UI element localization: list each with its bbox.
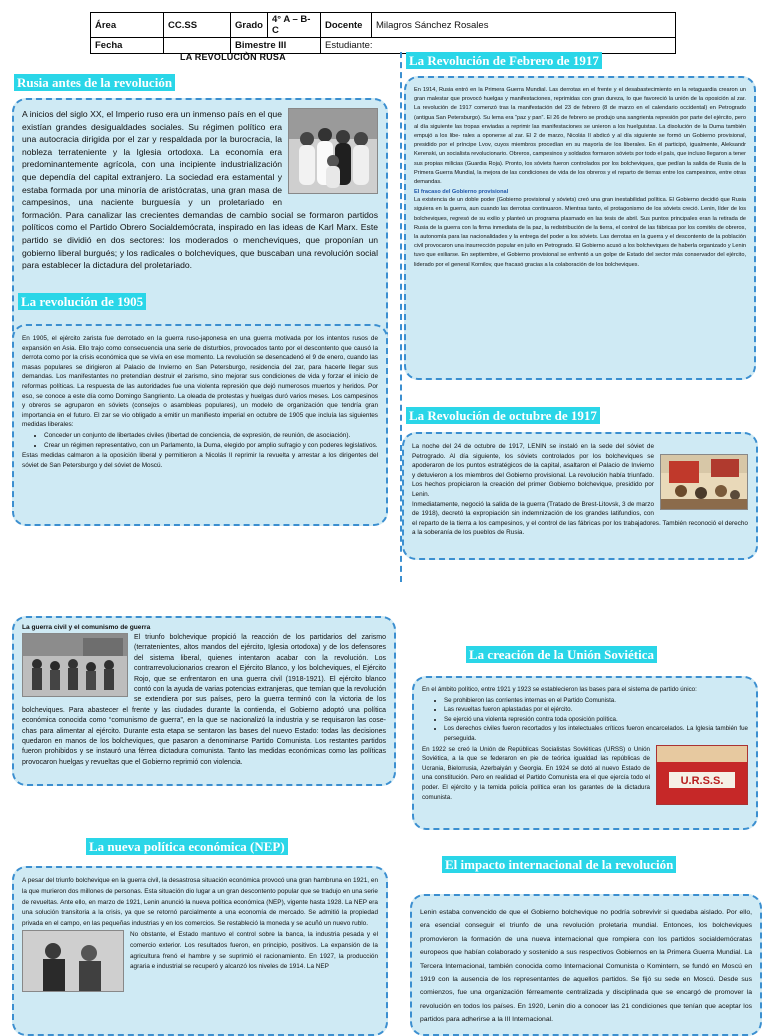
section-title-impacto: El impacto internacional de la revolución [442, 856, 676, 873]
photo-civil-war [22, 633, 128, 697]
grado-label: Grado [231, 13, 268, 38]
photo-ussr-flag [656, 745, 748, 805]
docente-label: Docente [320, 13, 371, 38]
section-text-febrero-a: En 1914, Rusia entró en la Primera Guerra Mundial. Las derrotas en el frente y el desabastecimiento en la retaguardia crearon un gran malestar que provocó huelgas y manifestaciones, reprimidas con gran dureza, lo que favoreció la unión de la oposición al zar. La revolución de 1917 comenzó tras la manifestación del 23 de febrero (8 de marzo en el calendario occidental) en Petrogrado (antigua San Petersburgo). Su lema era “paz y pan”. El 26 de febrero se produjo una sangrienta represión por parte del ejército, pero al día siguiente las tropas enviadas a reprimir las manifestaciones se unieron a los huelguistas. La disolución de la Duma también empujó a los libe- rales a oponerse al zar. El 2 de marzo, Nicolás II abdicó y al día siguiente se formó un Gobierno provisional, presidido por el príncipe Lvov, cuyos miembros procedían en su mayoría de los liberales. En él participó, igualmente, Aleksandr Kerenski, un socialista revolucionario. Obreros, campesinos y soldados formaron sóviets por todo el país, que incluso llegaron a tener sus propias milicias (Guardia Roja). Pronto, los sóviets fueron controlados por los bolcheviques, que pedían la salida de Rusia de la Primera Guerra Mundial, la mejora de las condiciones de vida de los obreros y el reparto de tierras entre los campesinos, entre otras demandas. [414, 87, 746, 186]
section-title-union: La creación de la Unión Soviética [466, 646, 657, 663]
section-title-1905: La revolución de 1905 [18, 293, 146, 310]
section-text-octubre-a: La noche del 24 de octubre de 1917, LENIN se instaló en la sede del sóviet de Petrogrado. Al día siguiente, los sóviets controlados por los bolcheviques se apoderaron de los puntos estratégicos de la capital, asaltaron el Palacio de Invierno y detuvieron a los miembros del Gobierno provisional. La revolución había triunfado. Los hechos propiciaron la creación del primer Gobierno bolchevique, presidido por Lenin. [412, 443, 654, 498]
list-item: • Se ejerció una violenta represión contra toda oposición política. [444, 715, 748, 725]
grado-value: 4° A – B-C [267, 13, 320, 38]
docente-value: Milagros Sánchez Rosales [371, 13, 675, 38]
ussr-flag-image [657, 746, 747, 804]
section-text-1905-a: En 1905, el ejército zarista fue derrotado en la guerra ruso-japonesa en una guerra motivada por los intentos rusos de expansión en Asia. Ello trajo como consecuencia una serie de disturbios, provocados tanto por el descontento que causó la derrota como por la crisis económica que se vivía en ese momento. La revolución se desencadenó el 9 de enero, cuando las masas populares se dirigieron al Palacio de Invierno en San Petersburgo, residencia del zar, para hacerle llegar sus demandas. Los manifestantes no pretendían destruir el zarismo, sino mejorar sus condiciones de vida y forzar el inicio de reformas políticas. La respuesta de las autoridades fue una violenta represión que dejó numerosos muertos y heridos. Por eso, se conoce a este día como Domingo Sangriento. La oleada de protestas y huelgas duró varios meses. Los campesinos y obreros se agruparon en sóviets (consejos o asambleas populares), un modelo de organización que tendría gran importancia en el futuro. El zar se vio obligado a emitir un manifiesto imperial en octubre de 1905 que incluía las siguientes medidas liberales: [22, 335, 378, 429]
photo-royal-family-image [289, 109, 377, 193]
section-text-guerra-civil: El triunfo bolchevique propició la reacción de los partidarios del zarismo (terratenientes, altos mandos del ejército, Iglesia ortodoxa) y de los defensores del sistema liberal, quienes intentaron acabar con la revolución. Los contrarrevolucionarios crearon el Ejército Blanco, y los bolcheviques, el Ejército Rojo, que se enfrentaron en una guerra civil (1918-1921). El ejército blanco contó con la ayuda de varias potencias extranjeras, que temían que la revolución se extendiera por sus países, pero la guerra terminó con la victoria de los bolcheviques. Para abastecer el frente y las ciudades durante la contienda, el Gobierno adoptó una política económica conocida como “comunismo de guerra”, en la que se nacionalizó la industria y se requisaron las cose- chas para alimentar al ejército. Durante esta etapa se sentaron las bases del nuevo Estado: todas las decisiones quedaron en manos de los bolcheviques, que pasaron a denominarse Partido Comunista. Los restantes partidos fueron prohibidos y se instauró una férrea dictadura comunista. Tanto las medidas económicas como las políticas provocaron huelgas y revueltas que el Gobierno reprimió con violencia. [22, 634, 386, 766]
section-text-union-intro: En el ámbito político, entre 1921 y 1923 se establecieron las bases para el sistema de partido único: [422, 686, 697, 693]
estudiante-label: Estudiante: [320, 38, 675, 54]
bimestre-label: Bimestre III [231, 38, 321, 54]
section-text-union: En 1922 se creó la Unión de Repúblicas Socialistas Soviéticas (URSS) o Unión Soviética, a la que se federaron en pie de teórica igualdad las repúblicas de Ucrania, Bielorrusia, Azerbaiyán y Georgia. En 1924 se dotó al nuevo Estado de una constitución. Pero en realidad el Partido Comunista era el que ejercía todo el poder. El ejército y la temida policía política eran los garantes de la dictadura comunista. [422, 745, 650, 801]
section-box-union [412, 676, 758, 830]
section-box-guerra-civil [12, 616, 396, 786]
photo-civil-war-image [23, 634, 127, 696]
section-title-nep: La nueva política económica (NEP) [86, 838, 288, 855]
ussr-flag-label: U.R.S.S. [680, 774, 724, 787]
photo-nep-image [23, 931, 123, 991]
list-item: • Los derechos civiles fueron recortados y los intelectuales críticos fueron encarcelados. La Iglesia también fue perseguida. [444, 724, 748, 743]
section-box-octubre [402, 432, 758, 560]
header-table [90, 12, 676, 54]
section-text-octubre-b: Inmediatamente, negoció la salida de la guerra (Tratado de Brest-Litovsk, 3 de marzo de 1918), decretó la expropiación sin indemnización de los grandes latifundios, con el reparto de la tierra a los campesinos, y el control de las fábricas por los trabajadores. También reconoció el derecho a la soberanía de los pueblos de Rusia. [412, 500, 748, 537]
list-item: • Conceder un conjunto de libertades civiles (libertad de conciencia, de expresión, de reunión, de asociación). [44, 431, 378, 441]
section-text-impacto: Lenin estaba convencido de que el Gobierno bolchevique no podría sobrevivir si quedaba aislado. Por ello, era esencial conseguir el triunfo de una revolución proletaria mundial. Entonces, los bolcheviques promovieron la formación de una nueva internacional que rompiera con los partidos socialdemócratas europeos que habían colaborado y sostenido a sus respectivos Gobiernos en la Primera Guerra Mundial. La Tercera Internacional, también conocida como Internacional Comunista o Komintern, se fundó en Moscú en 1919 con la ausencia de los representantes de aquellos partidos. Se fijó su sede en Moscú. Desde sus comienzos, fue una organización férreamente centralizada y disciplinada que se encargó de promover la revolución en todos los países. En 1920, Lenin dio a conocer las 21 condiciones que tenían que aceptar los partidos para adherirse a la III Internacional. [420, 909, 752, 1024]
list-union [444, 696, 748, 744]
area-label: Área [91, 13, 164, 38]
section-title-febrero: La Revolución de Febrero de 1917 [406, 52, 602, 69]
section-text-nep-b: No obstante, el Estado mantuvo el control sobre la banca, la industria pesada y el comercio exterior. Los resultados fueron, en principio, positivos. La expansión de la agricultura frenó el hambre y se suprimió el racionamiento. En 1927, la producción agraria e industrial se recuperó y alcanzó los niveles de 1914. La NEP [130, 930, 378, 971]
section-text-nep-a: A pesar del triunfo bolchevique en la guerra civil, la desastrosa situación económica provocó una gran hambruna en 1921, en la que murieron dos millones de personas. Esta situación dio lugar a un gran descontento popular que se tradujo en una serie de revueltas. Ante ello, en marzo de 1921, Lenin anunció la nueva política económica (NEP), vigente hasta 1928. La NEP era una solución transitoria a la crisis, ya que se retornó parcialmente a una economía de mercado. Se admitió la propiedad privada en el campo, en las pequeñas industrias y en los comercios. Se restableció la moneda y se acuñó un nuevo rublo. [22, 877, 378, 928]
section-box-impacto [410, 894, 762, 1036]
section-text-febrero-b: La existencia de un doble poder (Gobierno provisional y sóviets) creó una gran inestabilidad política. El Gobierno decidió que Rusia siguiera en la guerra, aun cuando las derrotas continuaron. Mientras tanto, el protagonismo de los sóviets creció. Lenin, líder de los bolcheviques, regresó de su exilio y planteó un programa plasmado en las tesis de abril. Sus puntos principales eran la retirada de Rusia de la guerra con la firma inmediata de la paz, la redistribución de la tierra, el control de las fábricas por los comités de obreros, la autonomía para las nacionalidades y la entrega del poder a los sóviets. Las derrotas en la guerra y el descontento de la población civil provocaron una insurrección popular en julio en Petrogrado. El Gobierno acusó a los bolcheviques de haberla organizado y Lenin tuvo que exiliarse. En septiembre, el Gobierno provisional se enfrentó a un golpe de Estado del sector más conservador del ejército, liderado por el general Kornilov, que fracasó gracias a la colaboración de los bolcheviques. [414, 197, 746, 268]
list-item: • Se prohibieron las corrientes internas en el Partido Comunista. [444, 696, 748, 706]
section-text-rusia: A inicios del siglo XX, el Imperio ruso era un inmenso país en el que existían grandes desigualdades sociales. Su régimen político era una autocracia dirigida por el zar y respaldada por la burocracia, la nobleza terrateniente y la Iglesia ortodoxa. La economía era predominantemente agrícola, con una incipiente industrialización que dependía del capital extranjero. La sociedad era estamental y estaba formada por una minoría de aristócratas, una gran masa de campesinos, una naciente burguesía y un proletariado en formación. Para canalizar las crecientes demandas de cambio social se formaron partidos políticos como el Partido Obrero Socialdemócrata, inspirado en las ideas de Karl Marx. Este partido se dividió en dos sectores: los moderados o mencheviques, que proponían un gobierno liberal burgués; y los radicales o bolcheviques, que buscaban una revolución social para establecer la dictadura del proletariado. [22, 109, 378, 271]
fecha-label: Fecha [91, 38, 164, 54]
section-text-1905-b: Estas medidas calmaron a la oposición liberal y permitieron a Nicolás II reprimir la revuelta y arrestar a los dirigentes del sóviet de San Petersburgo y del sóviet de Moscú. [22, 452, 378, 469]
section-box-febrero [404, 76, 756, 380]
photo-nep [22, 930, 124, 992]
area-value: CC.SS [164, 13, 231, 38]
section-title-octubre: La Revolución de octubre de 1917 [406, 407, 600, 424]
document-title: LA REVOLUCIÒN RUSA [180, 52, 286, 62]
photo-october-revolution [660, 454, 748, 510]
list-1905 [44, 431, 378, 450]
section-box-nep [12, 866, 388, 1036]
photo-royal-family [288, 108, 378, 194]
list-item: • Crear un régimen representativo, con un Parlamento, la Duma, elegido por amplio sufragio y con poderes legislativos. [44, 441, 378, 451]
subtitle-gobierno-provisional: El fracaso del Gobierno provisional [414, 189, 509, 196]
section-title-guerra-civil: La guerra civil y el comunismo de guerra [22, 624, 151, 631]
section-box-1905 [12, 324, 388, 526]
section-title-rusia: Rusia antes de la revolución [14, 74, 175, 91]
photo-october-revolution-image [661, 455, 747, 509]
list-item: • Las revueltas fueron aplastadas por el ejército. [444, 705, 748, 715]
